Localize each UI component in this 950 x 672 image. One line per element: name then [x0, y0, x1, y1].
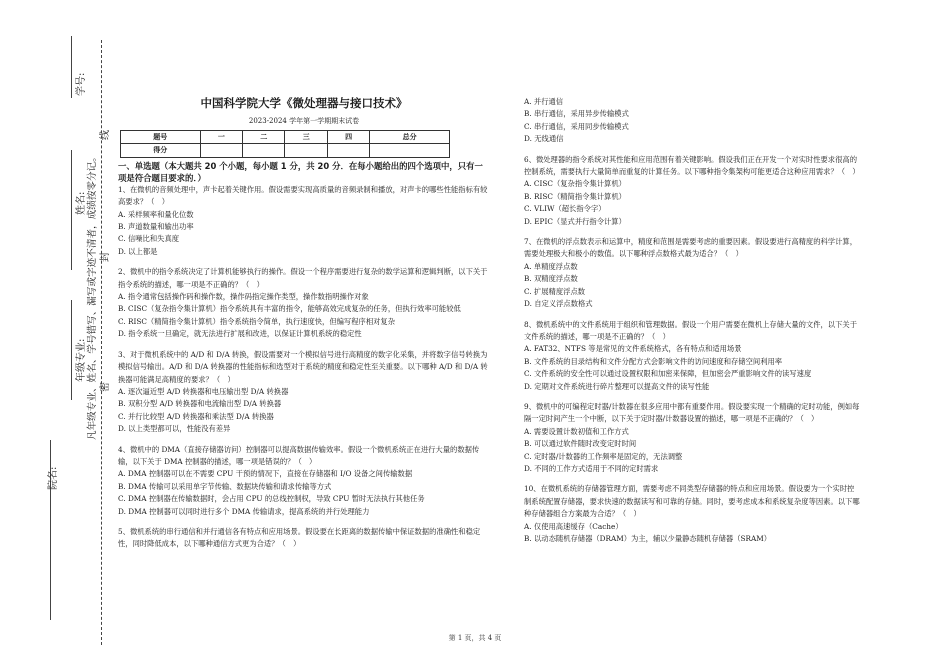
answer-option[interactable]: D. 以上类型都可以，性能没有差异 [118, 424, 231, 434]
answer-option[interactable]: C. 信噪比和失真度 [118, 234, 180, 244]
answer-option[interactable]: B. CISC（复杂指令集计算机）指令系统具有丰富的指令，能够高效完成复杂的任务，但执行效率可能较低 [118, 304, 461, 314]
seal-word-3: 线 [100, 130, 111, 140]
question-stem: 4、微机中的 DMA（直接存储器访问）控制器可以提高数据传输效率。假设一个微机系统正在进行大量的数据传输，以下关于 DMA 控制器的描述，哪一项是错误的？（ ） [118, 444, 480, 466]
answer-option[interactable]: A. 仅使用高速缓存（Cache） [524, 521, 623, 531]
question-stem: 9、微机中的可编程定时器/计数器在很多应用中都有重要作用。假设要实现一个精确的定时功能，例如每隔一定时间产生一个中断，以下关于定时器/计数器设置的描述，哪一项是不正确的？（ ） [524, 401, 860, 424]
answer-option[interactable]: B. DMA 传输可以采用单字节传输、数据块传输和请求传输等方式 [118, 481, 332, 491]
answer-option[interactable]: C. RISC（精简指令集计算机）指令系统指令简单，执行速度快，但编写程序相对复杂 [118, 316, 396, 326]
answer-option[interactable]: B. 文件系统的目录结构和文件分配方式会影响文件的访问速度和存储空间利用率 [524, 356, 783, 366]
left-column [118, 96, 490, 551]
score-table-cell: 二 [243, 131, 285, 144]
question [118, 349, 490, 436]
page-footer: 第 1 页，共 4 页 [448, 634, 502, 642]
question [524, 401, 860, 475]
answer-option[interactable]: D. EPIC（显式并行指令计算） [524, 216, 626, 226]
question [524, 319, 860, 393]
section-heading: 一、单选题（本大题共 20 个小题，每小题 1 分，共 20 分．在每小题给出的四个选项中，只有一项是符合题目要求的．） [118, 160, 483, 183]
answer-option[interactable]: B. 双积分型 A/D 转换器和电流输出型 D/A 转换器 [118, 399, 282, 409]
score-table-cell: 四 [327, 131, 369, 144]
answer-option[interactable]: C. 文件系统的安全性可以通过设置权限和加密来保障，但加密会严重影响文件的读写速度 [524, 369, 812, 379]
right-column [524, 96, 860, 545]
answer-option[interactable]: B. 声道数量和输出功率 [118, 222, 194, 232]
score-table-cell: 总分 [370, 131, 450, 144]
answer-option[interactable]: D. 自定义浮点数格式 [524, 299, 593, 309]
question [118, 444, 490, 518]
score-table-cell: 得分 [121, 144, 201, 157]
question-list [118, 184, 490, 551]
question-stem: 10、在微机系统的存储器管理方面，需要考虑不同类型存储器的特点和应用场景。假设要为一个实时控制系统配置存储器，要求快速的数据读写和可靠的存储。同时，要考虑成本和系统复杂度等因素。以下哪种存储器组合方案最为合适？（ ） [524, 484, 860, 519]
answer-option[interactable]: A. 并行通信 [524, 97, 564, 106]
answer-option[interactable]: A. 指令通常包括操作码和操作数，操作码指定操作类型，操作数指明操作对象 [118, 292, 369, 302]
question [118, 526, 490, 551]
answer-option[interactable]: D. 定期对文件系统进行碎片整理可以提高文件的读写性能 [524, 381, 710, 391]
answer-option[interactable]: B. 串行通信，采用异步传输模式 [524, 109, 629, 119]
question [524, 236, 860, 310]
question-stem: 7、在微机的浮点数表示和运算中，精度和范围是需要考虑的重要因素。假设要进行高精度的科学计算，需要处理极大和极小的数值。以下哪种浮点数格式最为适合？（ ） [524, 237, 857, 259]
answer-option[interactable]: B. RISC（精简指令集计算机） [524, 191, 626, 201]
answer-option[interactable]: A. FAT32、NTFS 等是常见的文件系统格式，各有特点和适用场景 [524, 344, 742, 354]
score-table-score-row [121, 144, 450, 157]
answer-option[interactable]: C. 扩展精度浮点数 [524, 286, 586, 296]
answer-option[interactable]: D. 无线通信 [524, 134, 564, 144]
answer-option[interactable]: C. VLIW（超长指令字） [524, 204, 606, 214]
question [118, 266, 490, 340]
answer-option[interactable]: D. 指令系统一旦确定，就无法进行扩展和改进，以保证计算机系统的稳定性 [118, 329, 362, 339]
score-input-cell[interactable] [327, 144, 369, 157]
question-stem: 5、微机系统的串行通信和并行通信各有特点和应用场景。假设要在长距离的数据传输中保证数据的准确性和稳定性，同时降低成本，以下哪种通信方式更为合适？（ ） [118, 526, 481, 549]
answer-option[interactable]: B. 可以通过软件随时改变定时时间 [524, 439, 637, 449]
exam-title: 中国科学院大学《微处理器与接口技术》 [200, 96, 408, 110]
student-id-label: 学号: [76, 72, 87, 96]
score-table [120, 130, 450, 158]
exam-subtitle: 2023-2024 学年第一学期期末试卷 [248, 117, 360, 125]
question-stem: 8、微机系统中的文件系统用于组织和管理数据。假设一个用户需要在微机上存储大量的文件，以下关于文件系统的描述，哪一项是不正确的？（ ） [524, 319, 857, 341]
score-table-cell: 题号 [121, 131, 201, 144]
question-stem: 3、对于微机系统中的 A/D 和 D/A 转换，假设需要对一个模拟信号进行高精度的数字化采集，并将数字信号转换为模拟信号输出。A/D 和 D/A 转换器的性能指标和选型对于系统的精度和稳定性至关重要。以下哪种 A/D 和 D/A 转换器可能满足高精度的要求？（ ） [118, 349, 488, 384]
answer-option[interactable]: A. 逐次逼近型 A/D 转换器和电压输出型 D/A 转换器 [118, 386, 289, 396]
answer-option[interactable]: C. 并行比较型 A/D 转换器和乘法型 D/A 转换器 [118, 411, 274, 421]
answer-option[interactable]: C. DMA 控制器在传输数据时，会占用 CPU 的总线控制权，导致 CPU 暂时无法执行其他任务 [118, 494, 425, 504]
question-list [524, 96, 860, 545]
question [524, 96, 860, 146]
question [118, 184, 490, 258]
name-label: 姓名: [76, 191, 87, 215]
answer-option[interactable]: D. 不同的工作方式适用于不同的定时需求 [524, 463, 659, 473]
school-label: 院名: [48, 466, 59, 490]
score-input-cell[interactable] [243, 144, 285, 157]
score-input-cell[interactable] [370, 144, 450, 157]
answer-option[interactable]: A. 单精度浮点数 [524, 261, 578, 271]
score-input-cell[interactable] [285, 144, 327, 157]
score-table-cell: 一 [200, 131, 242, 144]
seal-word-2: 封 [100, 252, 111, 262]
answer-option[interactable]: A. 需要设置计数初值和工作方式 [524, 426, 629, 436]
seal-dashed-line [101, 40, 102, 645]
answer-option[interactable]: A. CISC（复杂指令集计算机） [524, 179, 626, 189]
binding-strip [0, 0, 110, 672]
class-label: 年级专业: [76, 338, 87, 382]
binding-instruction: 凡年级专业、姓名、学号错写、漏写或字迹不清者，成绩按零分记。 [87, 152, 98, 440]
score-table-cell: 三 [285, 131, 327, 144]
answer-option[interactable]: D. 以上都是 [118, 246, 158, 256]
answer-option[interactable]: C. 定时器/计数器的工作频率是固定的，无法调整 [524, 451, 683, 461]
answer-option[interactable]: A. DMA 控制器可以在不需要 CPU 干预的情况下，直接在存储器和 I/O 设备之间传输数据 [118, 469, 413, 479]
seal-word-1: 密 [100, 382, 111, 392]
question-stem: 1、在微机的音频处理中，声卡起着关键作用。假设需要实现高质量的音频录制和播放，对声卡的哪些性能指标有较高要求？（ ） [118, 184, 488, 207]
question-stem: 6、微处理器的指令系统对其性能和应用范围有着关键影响。假设我们正在开发一个对实时性要求很高的控制系统，需要执行大量简单而重复的计算任务。以下哪种指令集架构可能更适合这种应用需求？（ ） [524, 154, 860, 177]
score-input-cell[interactable] [200, 144, 242, 157]
question [524, 483, 860, 545]
question-stem: 2、微机中的指令系统决定了计算机能够执行的操作。假设一个程序需要进行复杂的数学运算和逻辑判断，以下关于指令系统的描述，哪一项是不正确的？（ ） [118, 267, 488, 289]
answer-option[interactable]: B. 以动态随机存储器（DRAM）为主，辅以少量静态随机存储器（SRAM） [524, 534, 772, 543]
answer-option[interactable]: D. DMA 控制器可以同时进行多个 DMA 传输请求，提高系统的并行处理能力 [118, 506, 370, 516]
question [524, 154, 860, 228]
answer-option[interactable]: A. 采样频率和量化位数 [118, 209, 194, 219]
score-table-header-row [121, 131, 450, 144]
answer-option[interactable]: B. 双精度浮点数 [524, 274, 578, 284]
answer-option[interactable]: C. 串行通信，采用同步传输模式 [524, 121, 629, 131]
